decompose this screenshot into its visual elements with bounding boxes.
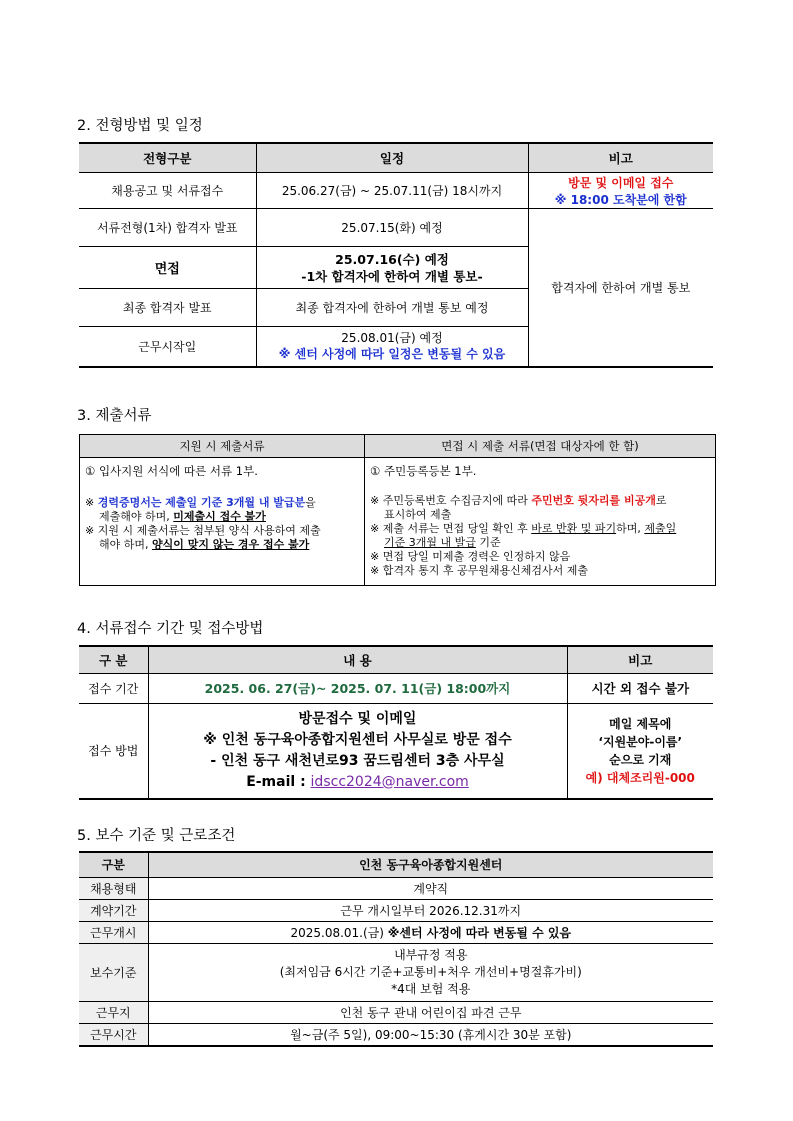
- documents-table: [79, 434, 716, 586]
- method-note-line: 순으로 기재: [609, 752, 672, 767]
- schedule-header-date: 일정: [256, 143, 528, 173]
- doc-text: 제출해야 하며,: [99, 510, 174, 523]
- condition-line: 내부규정 적용: [394, 947, 468, 962]
- email-link[interactable]: idscc2024@naver.com: [310, 773, 469, 790]
- method-email-line: [153, 772, 563, 793]
- condition-text: ※센터 사정에 따라 변동될 수 있음: [387, 925, 572, 940]
- doc-text: ※ 제출 서류는 면접 당일 확인 후: [370, 522, 532, 535]
- doc-note: [85, 510, 359, 524]
- schedule-header-note: 비고: [528, 143, 713, 173]
- doc-text: 기준 3개월 내 발급: [384, 536, 476, 549]
- schedule-table: [79, 142, 713, 368]
- method-line: - 인천 동구 새천년로93 꿈드림센터 3층 사무실: [210, 752, 505, 769]
- schedule-note: [528, 173, 713, 209]
- condition-value: 인천 동구 관내 어린이집 파견 근무: [148, 1001, 713, 1023]
- condition-value: [148, 921, 713, 943]
- method-note-line: 예) 대체조리원-000: [585, 770, 695, 785]
- reception-period-label: 접수 기간: [79, 673, 148, 703]
- condition-text: 2025.08.01.(금): [290, 925, 388, 940]
- doc-text: ※: [85, 496, 98, 509]
- doc-note: ※ 면접 당일 미제출 경력은 인정하지 않음: [370, 550, 571, 563]
- condition-value: 계약직: [148, 877, 713, 899]
- reception-table: [79, 645, 713, 800]
- method-line: ※ 인천 동구육아종합지원센터 사무실로 방문 접수: [203, 731, 512, 748]
- documents-header-interview: 면접 시 제출 서류(면접 대상자에 한 함): [365, 435, 716, 458]
- condition-label: 근무시간: [79, 1023, 148, 1046]
- schedule-stage: 근무시작일: [79, 327, 256, 367]
- doc-note: ※ 지원 시 제출서류는 첨부된 양식 사용하여 제출: [85, 524, 321, 537]
- doc-text: ※ 주민등록번호 수집금지에 따라: [370, 494, 532, 507]
- schedule-date-line: 25.07.16(수) 예정: [335, 251, 449, 267]
- schedule-stage: 면접: [79, 247, 256, 289]
- reception-period-value: 2025. 06. 27(금)~ 2025. 07. 11(금) 18:00까지: [148, 673, 567, 703]
- schedule-date-line: ※ 센터 사정에 따라 일정은 변동될 수 있음: [278, 347, 506, 362]
- reception-header-type: 구 분: [79, 646, 148, 673]
- schedule-note-line: ※ 18:00 도착분에 한함: [554, 192, 687, 207]
- schedule-date: [256, 247, 528, 289]
- reception-period-note: 시간 외 접수 불가: [567, 673, 713, 703]
- schedule-note-line: 방문 및 이메일 접수: [568, 175, 674, 190]
- doc-text: 기준: [475, 536, 501, 549]
- condition-value: 월~금(주 5일), 09:00~15:30 (휴게시간 30분 포함): [148, 1023, 713, 1046]
- doc-note: [370, 494, 710, 508]
- schedule-stage: 서류전형(1차) 합격자 발표: [79, 209, 256, 247]
- schedule-date: 25.07.15(화) 예정: [256, 209, 528, 247]
- condition-line: (최저임금 6시간 기준+교통비+처우 개선비+명절휴가비): [279, 964, 582, 979]
- doc-text: 양식이 맞지 않는 경우 접수 불가: [152, 538, 310, 551]
- doc-text: 주민번호 뒷자리를 비공개: [531, 494, 656, 507]
- condition-label: 채용형태: [79, 877, 148, 899]
- doc-item: ① 입사지원 서식에 따른 서류 1부.: [85, 464, 258, 478]
- method-note-line: 메일 제목에: [609, 716, 672, 731]
- doc-note: [370, 536, 710, 550]
- reception-header-note: 비고: [567, 646, 713, 673]
- schedule-date: [256, 327, 528, 367]
- doc-note: ※ 합격자 통지 후 공무원채용신체검사서 제출: [370, 564, 588, 577]
- doc-note: [85, 538, 359, 552]
- documents-header-apply: 지원 시 제출서류: [80, 435, 365, 458]
- reception-method-note: [567, 703, 713, 799]
- section-title-schedule: 2. 전형방법 및 일정: [77, 118, 203, 134]
- schedule-date-line: 25.08.01(금) 예정: [341, 331, 443, 346]
- method-line: 방문접수 및 이메일: [298, 710, 417, 727]
- doc-text: 경력증명서는 제출일 기준 3개월 내 발급분: [97, 496, 306, 509]
- doc-note: [370, 522, 710, 536]
- conditions-table: [79, 851, 713, 1047]
- condition-label: 근무개시: [79, 921, 148, 943]
- condition-label: 근무지: [79, 1001, 148, 1023]
- doc-note: 표시하여 제출: [384, 508, 452, 521]
- reception-method-content: [148, 703, 567, 799]
- schedule-stage: 채용공고 및 서류접수: [79, 173, 256, 209]
- condition-label: 보수기준: [79, 943, 148, 1001]
- doc-text: 미제출시 접수 불가: [173, 510, 266, 523]
- section-title-reception: 4. 서류접수 기간 및 접수방법: [77, 621, 264, 637]
- reception-header-content: 내 용: [148, 646, 567, 673]
- doc-text: 바로 반환 및 파기: [531, 522, 617, 535]
- doc-text: 해야 하며,: [99, 538, 152, 551]
- section-title-documents: 3. 제출서류: [77, 408, 152, 424]
- condition-label: 계약기간: [79, 899, 148, 921]
- schedule-stage: 최종 합격자 발표: [79, 289, 256, 327]
- doc-text: 제출일: [644, 522, 677, 535]
- email-label: E-mail :: [246, 773, 311, 790]
- schedule-header-stage: 전형구분: [79, 143, 256, 173]
- method-note-line: ‘지원분야-이름’: [598, 734, 683, 749]
- condition-value: 근무 개시일부터 2026.12.31까지: [148, 899, 713, 921]
- section-title-conditions: 5. 보수 기준 및 근로조건: [77, 828, 236, 844]
- doc-text: 을: [305, 496, 316, 509]
- conditions-header-type: 구분: [79, 852, 148, 877]
- documents-apply-cell: [80, 458, 365, 586]
- reception-method-label: 접수 방법: [79, 703, 148, 799]
- conditions-header-center: 인천 동구육아종합지원센터: [148, 852, 713, 877]
- schedule-date-line: -1차 합격자에 한하여 개별 통보-: [301, 268, 483, 284]
- documents-interview-cell: [365, 458, 716, 586]
- doc-note: [85, 496, 359, 510]
- schedule-merged-note: 합격자에 한하여 개별 통보: [528, 209, 713, 367]
- schedule-date: 25.06.27(금) ~ 25.07.11(금) 18시까지: [256, 173, 528, 209]
- condition-line: *4대 보험 적용: [391, 981, 471, 996]
- doc-text: 하며,: [616, 522, 645, 535]
- doc-item: ① 주민등록등본 1부.: [370, 464, 477, 478]
- doc-text: 로: [655, 494, 667, 507]
- schedule-date: 최종 합격자에 한하여 개별 통보 예정: [256, 289, 528, 327]
- condition-value: [148, 943, 713, 1001]
